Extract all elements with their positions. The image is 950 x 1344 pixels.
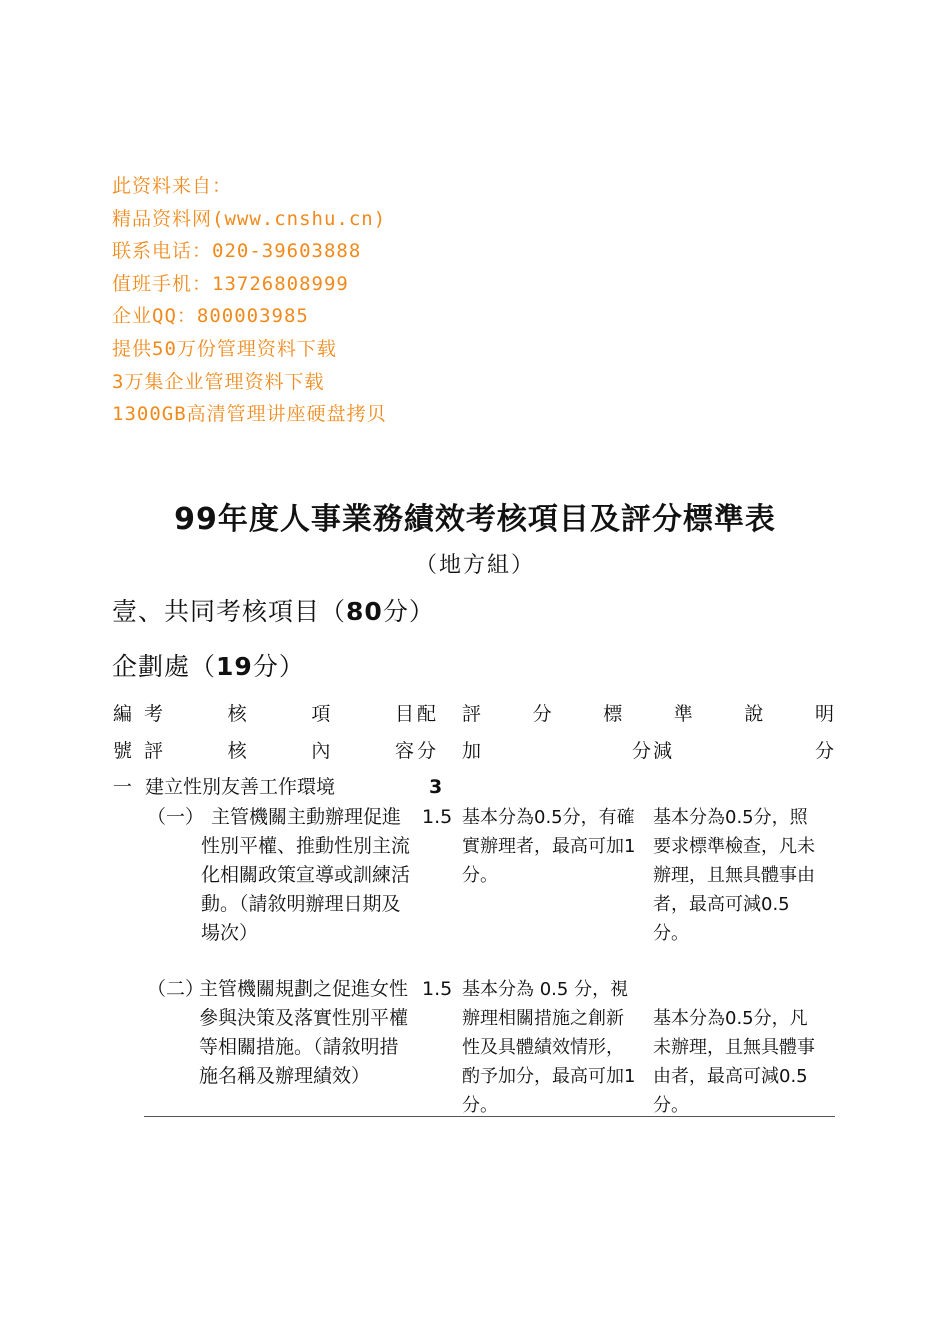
- promo-line: 值班手机：13726808999: [112, 272, 349, 295]
- promo-line: 联系电话：020-39603888: [112, 240, 362, 263]
- header-add: 加 分: [462, 740, 651, 762]
- header-item-row2: 評 核 內 容: [144, 740, 414, 762]
- promo-line: 企业QQ：800003985: [112, 305, 309, 328]
- header-criteria: 評 分 標 準 說 明: [462, 703, 834, 725]
- group-no: 一: [113, 776, 133, 798]
- table-bottom-rule: [144, 1116, 835, 1117]
- row-no: （二）: [147, 978, 205, 1000]
- document-subtitle: （地方組）: [414, 553, 535, 578]
- row-add-criteria: 基本分為0.5分，有確 實辦理者，最高可加1 分。: [462, 807, 636, 886]
- row-sub-criteria: 基本分為0.5分，照 要求標準檢查，凡未 辦理，且無具體事由 者，最高可減0.5 分。: [653, 807, 815, 944]
- header-sub: 減 分: [653, 740, 834, 762]
- promo-line: 提供50万份管理资料下载: [112, 337, 337, 360]
- document-title: 99年度人事業務績效考核項目及評分標準表: [174, 502, 776, 537]
- header-no: 編 號: [113, 703, 133, 762]
- row-score: 1.5: [422, 806, 453, 828]
- section-heading-common: 壹、共同考核項目（80分）: [112, 597, 435, 626]
- promo-block: [112, 170, 387, 431]
- row-content: 主管機關規劃之促進女性 參與決策及落實性別平權 等相關措施。（請敘明措 施名稱及辦理績效）: [199, 978, 409, 1087]
- group-title: 建立性別友善工作環境: [145, 776, 336, 798]
- promo-line: 此资料来自：: [112, 175, 233, 197]
- row-content: 主管機關主動辦理促進 性別平權、推動性別主流 化相關政策宣導或訓練活 動。（請敘明辦理日期及 場次）: [201, 806, 411, 944]
- promo-line: 精品资料网(www.cnshu.cn): [112, 207, 387, 230]
- row-add-criteria: 基本分為 0.5 分，視 辦理相關措施之創新 性及具體績效情形， 酌予加分，最高可加1 分。: [462, 979, 636, 1116]
- header-points: 配 分: [417, 703, 437, 762]
- promo-line: 1300GB高清管理讲座硬盘拷贝: [112, 403, 387, 426]
- section-heading-planning: 企劃處（19分）: [112, 652, 305, 681]
- header-item-row1: 考 核 項 目: [144, 703, 414, 725]
- row-sub-criteria: 基本分為0.5分，凡 未辦理，且無具體事 由者，最高可減0.5 分。: [653, 1008, 815, 1116]
- row-score: 1.5: [422, 978, 453, 1000]
- row-no: （一）: [147, 806, 205, 828]
- promo-line: 3万集企业管理资料下载: [112, 370, 325, 393]
- group-score: 3: [429, 776, 443, 798]
